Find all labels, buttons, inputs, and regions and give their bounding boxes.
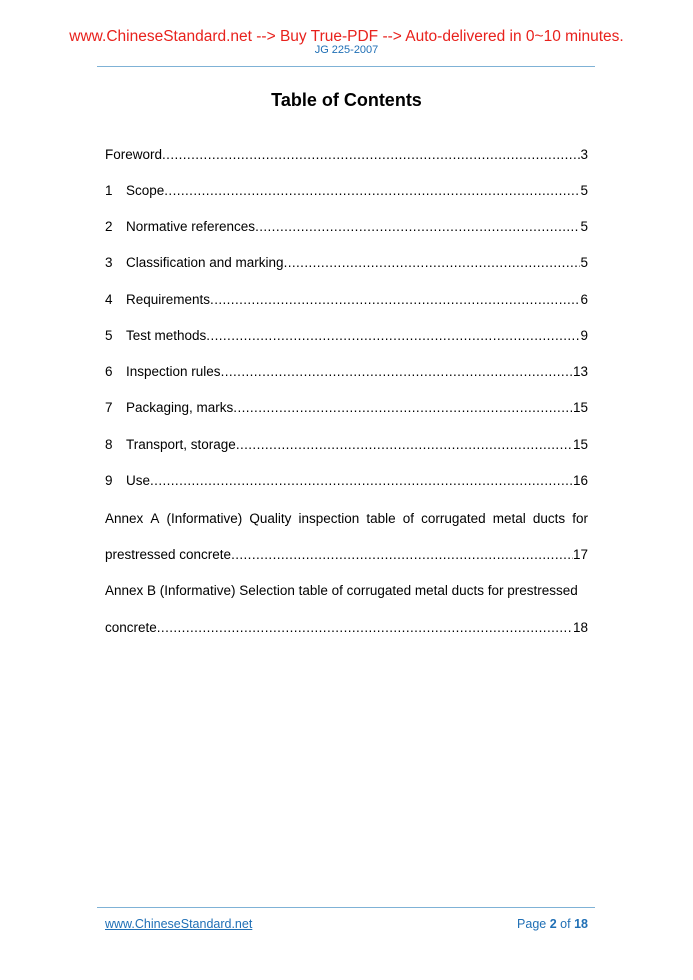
toc-leader-dots [236,436,573,453]
toc-leader-dots [162,146,580,163]
toc-entry-number: 8 [105,437,113,452]
header-divider [97,66,595,67]
toc-entry-page: 15 [572,437,588,452]
toc-entry-number: 9 [105,473,113,488]
toc-leader-dots [233,399,573,416]
toc-entry-label: Inspection rules [126,364,221,379]
toc-entry-page: 5 [580,219,588,234]
toc-leader-dots [210,291,580,308]
toc-entry[interactable] [105,399,588,417]
toc-entry-label: Test methods [126,328,207,343]
annex-word: of [402,511,415,526]
toc-entry-label: Use [126,473,151,488]
toc-entry[interactable] [105,327,588,345]
toc-leader-dots [157,619,573,636]
toc-entry-annex-b-line1[interactable] [105,582,588,600]
toc-entry-label: Requirements [126,292,211,307]
page-total: 18 [574,917,588,931]
toc-leader-dots [284,254,581,271]
toc-entry-annex-a-line1[interactable] [105,510,588,528]
toc-entry-annex-a-line2[interactable] [105,546,588,564]
page-current: 2 [549,917,557,931]
toc-entry-page: 16 [572,473,588,488]
footer-divider [97,907,595,908]
toc-entry-label: Scope [126,183,165,198]
footer-website-link[interactable]: www.ChineseStandard.net [105,917,253,931]
toc-entry[interactable] [105,472,588,490]
page-title: Table of Contents [271,90,422,110]
page-number [510,917,588,932]
toc-entry-label: Normative references [126,219,256,234]
toc-entry-number: 5 [105,328,113,343]
toc-entry-page: 3 [580,147,588,162]
toc-leader-dots [255,218,580,235]
toc-leader-dots [221,363,573,380]
toc-entry-label: Transport, storage [126,437,236,452]
toc-entry-number: 4 [105,292,113,307]
toc-entry-number: 2 [105,219,113,234]
toc-entry-page: 5 [580,255,588,270]
annex-word: for [572,511,588,526]
toc-entry-page: 17 [572,547,588,562]
toc-leader-dots [206,327,580,344]
annex-word: corrugated [421,511,486,526]
toc-entry-label: Packaging, marks [126,400,234,415]
toc-entry[interactable] [105,363,588,381]
toc-entry[interactable] [105,291,588,309]
toc-entry-number: 6 [105,364,113,379]
toc-leader-dots [150,472,573,489]
toc-entry-label: Classification and marking [126,255,284,270]
annex-word: ducts [532,511,566,526]
toc-entry-annex-b-line2[interactable] [105,619,588,637]
toc-entry-page: 15 [572,400,588,415]
banner-link[interactable]: www.ChineseStandard.net --> Buy True-PDF --> Auto-delivered in 0~10 minutes. [69,28,624,45]
toc-entry-page: 6 [580,292,588,307]
toc-entry[interactable] [105,254,588,272]
toc-entry[interactable] [105,436,588,454]
toc-entry[interactable] [105,182,588,200]
toc-entry-page: 5 [580,183,588,198]
annex-word: (Informative) [166,511,243,526]
toc-entry-number: 3 [105,255,113,270]
toc-entry-number: 1 [105,183,113,198]
page-of: of [560,917,571,931]
annex-word: table [366,511,396,526]
toc-entry-page: 13 [572,364,588,379]
toc-entry-label: prestressed concrete [105,547,232,562]
annex-word: Annex [105,511,144,526]
toc-entry-foreword[interactable] [105,146,588,164]
annex-word: inspection [298,511,360,526]
toc-leader-dots [164,182,580,199]
toc-entry-page: 18 [572,620,588,635]
page-prefix: Page [517,917,547,931]
toc-entry-number: 7 [105,400,113,415]
toc-entry-label: concrete [105,620,157,635]
annex-word: A [150,511,160,526]
annex-word: metal [492,511,526,526]
toc-entry-page: 9 [580,328,588,343]
toc-entry-label: Foreword [105,147,163,162]
toc-leader-dots [231,546,573,563]
document-number: JG 225-2007 [314,44,379,56]
toc-entry[interactable] [105,218,588,236]
toc-entry-label: Annex B (Informative) Selection table of corrugated metal ducts for prestressed [105,583,578,598]
annex-word: Quality [249,511,292,526]
